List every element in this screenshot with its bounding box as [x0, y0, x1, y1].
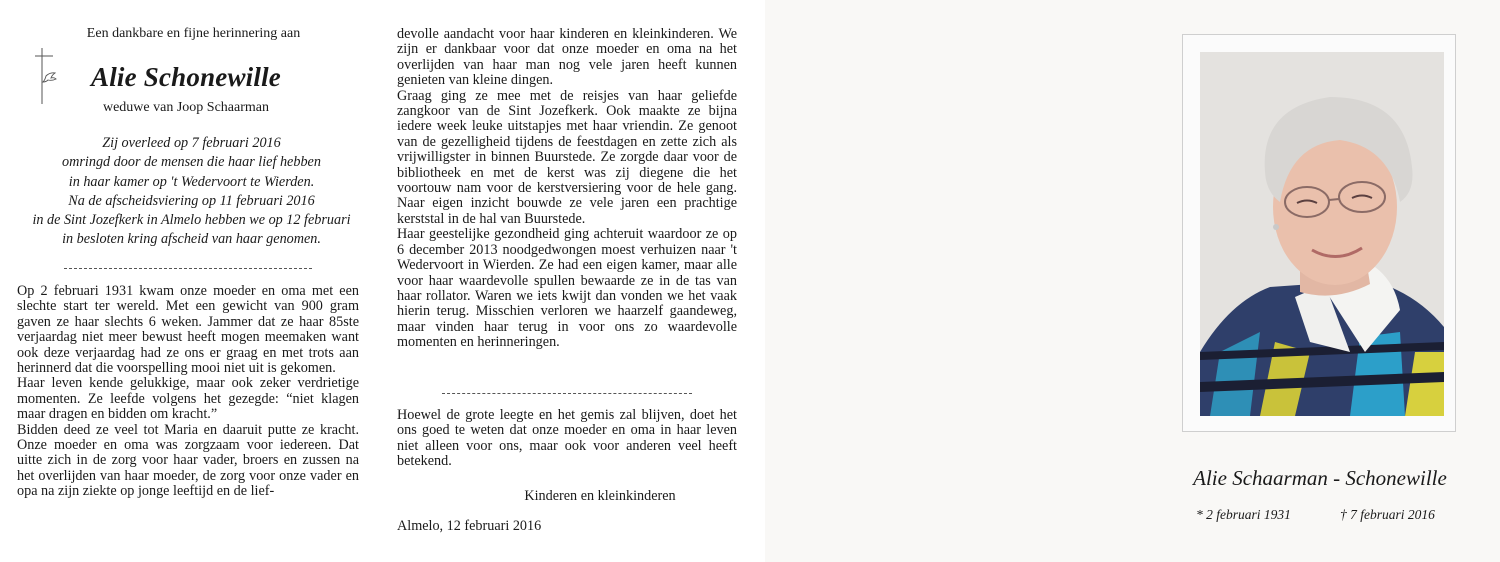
notice-line: omringd door de mensen die haar lief hebben — [62, 154, 321, 171]
notice-line: Zij overleed op 7 februari 2016 — [102, 135, 281, 151]
death-notice — [14, 134, 369, 250]
paragraph: Haar leven kende gelukkige, maar ook zeker verdrietige momenten. Ze leefde volgens het gezegde: “niet klagen maar dragen en bidden om kracht.” — [17, 375, 359, 423]
paragraph: Op 2 februari 1931 kwam onze moeder en oma met een slechte start ter wereld. Met een gewicht van 900 gram gaven ze haar slechts 6 weken. Jammer dat ze haar 85ste verjaardag niet meer bewust heeft mogen meemaken want ook deze verjaardag had ze ons er graag en met trots aan herinnerd dat die voorspelling mooi niet uit is gekomen. — [17, 283, 359, 377]
closing-paragraph — [397, 408, 737, 470]
intro-line: Een dankbare en fijne herinnering aan — [86, 26, 301, 41]
signature-line: Kinderen en kleinkinderen — [524, 488, 676, 504]
notice-line: in besloten kring afscheid van haar genomen. — [62, 231, 321, 248]
deceased-name: Alie Schonewille — [91, 62, 281, 92]
dashed-divider — [64, 268, 312, 269]
blank-page — [765, 0, 1135, 562]
death-date: † 7 februari 2016 — [1340, 507, 1435, 522]
notice-line: in haar kamer op 't Wedervoort te Wierden. — [68, 173, 315, 190]
cover-name: Alie Schaarman - Schonewille — [1193, 466, 1447, 490]
paragraph: Bidden deed ze veel tot Maria en daaruit putte ze kracht. Onze moeder en oma was zorgzaam voor iedereen. Dat uitte zich in de zorg voor haar vader, broers en zussen na het overlijden van haar moeder, de zorg voor onze vader en opa na zijn ziekte op jonge leeftijd en de lief- — [17, 421, 359, 500]
paragraph: Haar geestelijke gezondheid ging achteruit waardoor ze op 6 december 2013 noodgedwongen moest verhuizen naar 't Wedervoort in Wierden. Ze had een eigen kamer, maar alle voor haar waardevolle spullen bewaarde ze in de tas van haar rollator. Waren we iets kwijt dan vonden we het vaak hierin terug. Misschien verloren we haarzelf gaandeweg, maar vinden haar terug in voor ons zo waardevolle momenten en herinneringen. — [397, 226, 737, 351]
notice-line: in de Sint Jozefkerk in Almelo hebben we op 12 februari — [32, 212, 351, 229]
place-date: Almelo, 12 februari 2016 — [397, 518, 542, 534]
widow-line: weduwe van Joop Schaarman — [102, 100, 269, 115]
portrait-frame — [1182, 34, 1456, 432]
birth-date: * 2 februari 1931 — [1196, 507, 1291, 522]
cross-dove-icon — [33, 46, 57, 104]
biography-part-1 — [17, 284, 359, 500]
notice-line: Na de afscheidsviering op 11 februari 2016 — [68, 192, 315, 209]
biography-part-2 — [397, 27, 737, 351]
dashed-divider — [442, 393, 692, 394]
paragraph: devolle aandacht voor haar kinderen en kleinkinderen. We zijn er dankbaar voor dat onze moeder en oma na het overlijden van haar man nog vele jaren heeft kunnen genieten van kleine dingen. — [397, 26, 737, 89]
paragraph: Graag ging ze mee met de reisjes van haar geliefde zangkoor van de Sint Jozefkerk. Ook maakte ze bijna iedere week leuke uitstapjes met haar vriendin. Ze genoot van de gezelligheid tijdens de feestdagen en zette zich als vrijwilligster in binnen Buurstede. Ze zorgde daar voor de bibliotheek en met de kerst was zij diegene die het voortouw nam voor de kerstversiering voor de hele gang. Naar eigen inzicht bouwde ze vele jaren een prachtige kerststal in de hal van Buurstede. — [397, 87, 737, 227]
portrait-illustration — [1200, 52, 1444, 416]
portrait-photo — [1200, 52, 1444, 416]
paragraph: Hoewel de grote leegte en het gemis zal blijven, doet het ons goed te weten dat onze moeder en oma in haar leven niet alleen voor ons, maar ook voor anderen veel heeft betekend. — [397, 407, 737, 470]
